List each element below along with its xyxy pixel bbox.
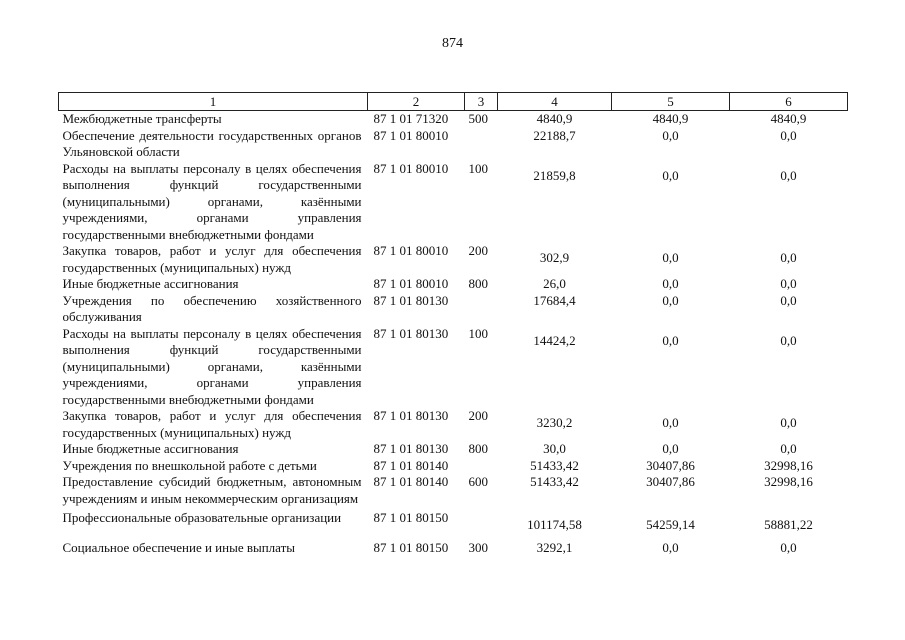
row-expense-type: 300 (468, 539, 488, 555)
table-row (59, 540, 848, 557)
row-value-col6: 0,0 (780, 332, 797, 348)
row-value-col5: 54259,14 (646, 517, 695, 532)
row-expense-type: 800 (468, 276, 488, 291)
row-value-col6: 0,0 (780, 539, 797, 555)
row-value-col5: 0,0 (662, 441, 679, 456)
row-value-col4: 22188,7 (533, 127, 576, 143)
row-value-col5: 0,0 (662, 415, 679, 430)
row-value-col5: 4840,9 (652, 111, 689, 126)
row-name: Иные бюджетные ассигнования (62, 441, 239, 456)
row-expense-type: 600 (468, 474, 488, 489)
row-value-col4: 14424,2 (533, 332, 576, 348)
row-value-col4: 4840,9 (536, 111, 573, 126)
column-header: 6 (730, 93, 848, 111)
row-code: 87 1 01 71320 (373, 111, 449, 126)
row-value-col5: 0,0 (662, 250, 679, 265)
row-name: Профессиональные образовательные организации (62, 510, 342, 525)
table-row (59, 111, 848, 128)
row-expense-type: 200 (468, 243, 488, 258)
row-value-col5: 0,0 (662, 167, 679, 183)
column-header: 3 (465, 93, 498, 111)
row-value-col6: 32998,16 (764, 457, 813, 473)
row-value-col6: 0,0 (780, 276, 797, 291)
row-code: 87 1 01 80010 (373, 243, 449, 258)
table-row (59, 510, 848, 534)
row-code: 87 1 01 80140 (373, 457, 449, 473)
row-code: 87 1 01 80130 (373, 408, 449, 423)
table-row (59, 243, 848, 276)
column-header: 5 (612, 93, 730, 111)
row-code: 87 1 01 80150 (373, 539, 449, 555)
row-value-col5: 0,0 (662, 276, 679, 291)
row-value-col5: 0,0 (662, 539, 679, 555)
table-row (59, 474, 848, 510)
row-value-col6: 0,0 (780, 292, 797, 308)
row-code: 87 1 01 80010 (373, 276, 449, 291)
row-value-col4: 302,9 (539, 250, 570, 265)
row-expense-type: 200 (468, 408, 488, 423)
row-value-col6: 0,0 (780, 415, 797, 430)
row-code: 87 1 01 80130 (373, 325, 449, 341)
page-number: 874 (442, 36, 463, 51)
row-value-col6: 0,0 (780, 167, 797, 183)
row-value-col4: 101174,58 (527, 517, 582, 532)
row-value-col5: 0,0 (662, 127, 679, 143)
row-name: Учреждения по внешкольной работе с детьми (62, 457, 317, 473)
row-value-col6: 0,0 (780, 441, 797, 456)
row-value-col4: 30,0 (543, 441, 566, 456)
row-value-col5: 0,0 (662, 332, 679, 348)
row-value-col4: 21859,8 (533, 167, 576, 183)
row-code: 87 1 01 80150 (373, 510, 449, 525)
row-name: Расходы на выплаты персоналу в целях обеспечения выполнения функций государственными (муниципальными) органами, казёнными учреждениями, органами управления государственными внебюджетными фондами (62, 160, 362, 242)
row-name: Межбюджетные трансферты (62, 111, 222, 126)
row-expense-type (465, 510, 498, 534)
row-code: 87 1 01 80140 (373, 474, 449, 489)
table-row (59, 326, 848, 409)
table-row (59, 128, 848, 161)
column-header: 4 (498, 93, 612, 111)
table-row (59, 441, 848, 458)
row-expense-type: 100 (468, 160, 488, 176)
row-name: Закупка товаров, работ и услуг для обеспечения государственных (муниципальных) нужд (62, 243, 362, 275)
row-value-col6: 0,0 (780, 250, 797, 265)
row-value-col6: 4840,9 (770, 111, 807, 126)
budget-table (58, 92, 848, 556)
row-value-col4: 17684,4 (533, 292, 576, 308)
row-name: Расходы на выплаты персоналу в целях обеспечения выполнения функций государственными (муниципальными) органами, казёнными учреждениями, органами управления государственными внебюджетными фондами (62, 325, 362, 407)
table-row (59, 161, 848, 244)
row-name: Учреждения по обеспечению хозяйственного обслуживания (62, 292, 362, 324)
table-row (59, 276, 848, 293)
row-value-col4: 51433,42 (530, 474, 579, 489)
row-code: 87 1 01 80010 (373, 160, 449, 176)
row-value-col4: 26,0 (543, 276, 566, 291)
row-expense-type (465, 458, 498, 475)
row-code: 87 1 01 80010 (373, 127, 449, 143)
row-value-col6: 58881,22 (764, 517, 813, 532)
row-value-col6: 0,0 (780, 127, 797, 143)
row-expense-type: 100 (468, 325, 488, 341)
row-value-col5: 30407,86 (646, 474, 695, 489)
row-expense-type (465, 128, 498, 161)
row-value-col5: 30407,86 (646, 457, 695, 473)
row-value-col4: 51433,42 (530, 457, 579, 473)
row-expense-type (465, 293, 498, 326)
row-name: Закупка товаров, работ и услуг для обеспечения государственных (муниципальных) нужд (62, 408, 362, 440)
column-header: 1 (59, 93, 368, 111)
row-name: Иные бюджетные ассигнования (62, 276, 239, 291)
row-code: 87 1 01 80130 (373, 292, 449, 308)
row-expense-type: 500 (468, 111, 488, 126)
row-name: Обеспечение деятельности государственных органов Ульяновской области (62, 127, 362, 159)
row-value-col5: 0,0 (662, 292, 679, 308)
row-value-col4: 3230,2 (536, 415, 573, 430)
table-row (59, 293, 848, 326)
table-row (59, 408, 848, 441)
row-code: 87 1 01 80130 (373, 441, 449, 456)
row-expense-type: 800 (468, 441, 488, 456)
row-name: Предоставление субсидий бюджетным, автономным учреждениям и иным некоммерческим организациям (62, 474, 362, 506)
column-header: 2 (368, 93, 465, 111)
table-header-row (59, 93, 848, 111)
table-row (59, 458, 848, 475)
row-value-col4: 3292,1 (536, 539, 573, 555)
row-name: Социальное обеспечение и иные выплаты (62, 539, 296, 555)
row-value-col6: 32998,16 (764, 474, 813, 489)
